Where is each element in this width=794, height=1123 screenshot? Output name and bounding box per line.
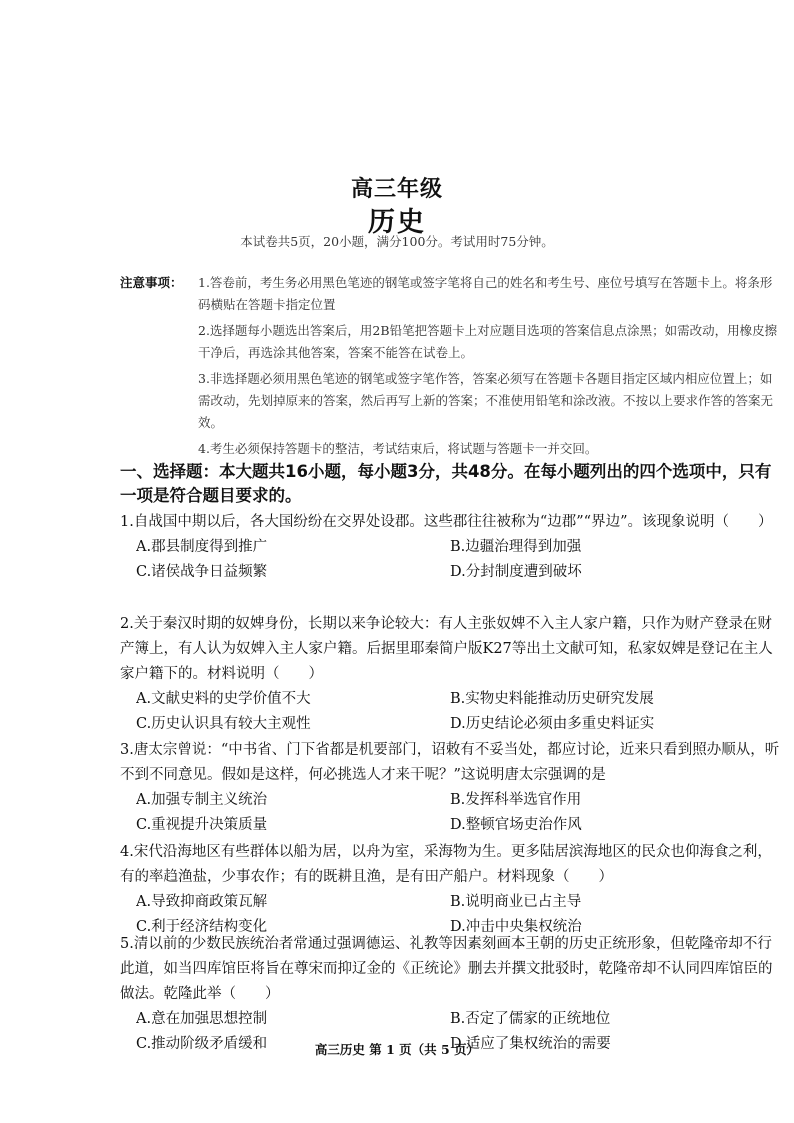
question-stem: 4.宋代沿海地区有些群体以船为居，以舟为室，采海物为生。更多陆居滨海地区的民众也仰海食之利，有的率趋渔盐，少事农作；有的既耕且渔，是有田产船户。材料现象（ ） bbox=[120, 844, 772, 885]
option-a[interactable]: A.文献史料的史学价值不大 bbox=[136, 691, 311, 707]
question-stem: 2.关于秦汉时期的奴婢身份，长期以来争论较大：有人主张奴婢不入主人家户籍，只作为财产登录在财产簿上，有人认为奴婢入主人家户籍。后据里耶秦简户版K27等出土文献可知，私家奴婢是登记在主人家户籍下的。材料说明（ ） bbox=[120, 616, 773, 682]
notice-item-4 bbox=[120, 438, 780, 460]
option-a[interactable]: A.意在加强思想控制 bbox=[136, 1011, 268, 1027]
option-list bbox=[120, 788, 780, 838]
option-d[interactable]: D.整顿官场吏治作风 bbox=[450, 817, 582, 833]
notice-label: 注意事项： bbox=[120, 275, 183, 290]
section-title: 一、选择题：本大题共16小题，每小题3分，共48分。在每小题列出的四个选项中，只有一项是符合题目要求的。 bbox=[120, 462, 772, 505]
notice-item-text: 1.答卷前，考生务必用黑色笔迹的钢笔或签字笔将自己的姓名和考生号、座位号填写在答题卡上。将条形码横贴在答题卡指定位置 bbox=[198, 275, 773, 312]
exam-info: 本试卷共5页，20小题，满分100分。考试用时75分钟。 bbox=[240, 234, 554, 249]
option-b[interactable]: B.否定了儒家的正统地位 bbox=[450, 1011, 611, 1027]
option-c[interactable]: C.利于经济结构变化 bbox=[136, 919, 268, 935]
notice-block bbox=[120, 272, 780, 464]
notice-item-2 bbox=[120, 320, 780, 364]
question-2 bbox=[120, 612, 780, 737]
option-b[interactable]: B.说明商业已占主导 bbox=[450, 894, 582, 910]
notice-item-3 bbox=[120, 368, 780, 434]
notice-item-text: 3.非选择题必须用黑色笔迹的钢笔或签字笔作答，答案必须写在答题卡各题目指定区域内相应位置上；如需改动，先划掉原来的答案，然后再写上新的答案；不准使用铅笔和涂改液。不按以上要求作答的答案无效。 bbox=[198, 371, 774, 430]
question-1 bbox=[120, 510, 780, 585]
option-c[interactable]: C.推动阶级矛盾缓和 bbox=[136, 1036, 268, 1052]
option-c[interactable]: C.诸侯战争日益频繁 bbox=[136, 564, 268, 580]
question-5 bbox=[120, 932, 780, 1057]
option-list bbox=[120, 535, 780, 585]
option-a[interactable]: A.加强专制主义统治 bbox=[136, 792, 268, 808]
option-d[interactable]: D.冲击中央集权统治 bbox=[450, 919, 582, 935]
question-4 bbox=[120, 840, 780, 940]
notice-item-text: 2.选择题每小题选出答案后，用2B铅笔把答题卡上对应题目选项的答案信息点涂黑；如需改动，用橡皮擦干净后，再选涂其他答案，答案不能答在试卷上。 bbox=[198, 323, 778, 360]
option-b[interactable]: B.发挥科举选官作用 bbox=[450, 792, 582, 808]
option-b[interactable]: B.边疆治理得到加强 bbox=[450, 539, 582, 555]
option-d[interactable]: D.历史结论必须由多重史料证实 bbox=[450, 716, 655, 732]
notice-item-1 bbox=[120, 272, 780, 316]
option-b[interactable]: B.实物史料能推动历史研究发展 bbox=[450, 691, 654, 707]
option-a[interactable]: A.郡县制度得到推广 bbox=[136, 539, 268, 555]
question-stem: 3.唐太宗曾说：“中书省、门下省都是机要部门，诏敕有不妥当处，都应讨论，近来只看到照办顺从，听不到不同意见。假如是这样，何必挑选人才来干呢？”这说明唐太宗强调的是 bbox=[120, 742, 780, 783]
option-c[interactable]: C.历史认识具有较大主观性 bbox=[136, 716, 311, 732]
grade-title: 高三年级 bbox=[350, 176, 443, 202]
option-a[interactable]: A.导致抑商政策瓦解 bbox=[136, 894, 268, 910]
option-d[interactable]: D.分封制度遭到破坏 bbox=[450, 564, 582, 580]
notice-item-text: 4.考生必须保持答题卡的整洁，考试结束后，将试题与答题卡一并交回。 bbox=[198, 441, 598, 456]
question-3 bbox=[120, 738, 780, 838]
option-c[interactable]: C.重视提升决策质量 bbox=[136, 817, 268, 833]
option-list bbox=[120, 687, 780, 737]
option-d[interactable]: D.适应了集权统治的需要 bbox=[450, 1036, 611, 1052]
page-footer: 高三历史 第 1 页（共 5 页） bbox=[314, 1042, 480, 1057]
question-stem: 5.清以前的少数民族统治者常通过强调德运、礼教等因素刻画本王朝的历史正统形象，但乾隆帝却不行此道，如当四库馆臣将旨在尊宋而抑辽金的《正统论》删去并撰文批驳时，乾隆帝却不认同四库馆臣的做法。乾隆此举（ ） bbox=[120, 936, 773, 1002]
subject-title: 历史 bbox=[368, 207, 426, 238]
question-stem: 1.自战国中期以后，各大国纷纷在交界处设郡。这些郡往往被称为“边郡”“界边”。该现象说明（ ） bbox=[120, 514, 773, 530]
